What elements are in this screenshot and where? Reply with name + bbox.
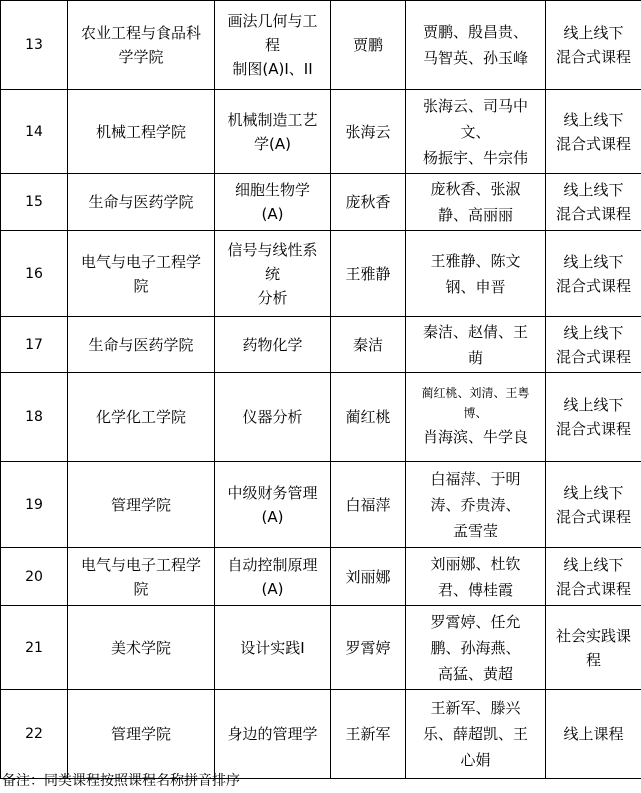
college-cell-line: 管理学院	[110, 725, 171, 743]
college-cell-line: 学学院	[118, 48, 164, 66]
course-name-cell-line: 机械制造工艺	[227, 110, 318, 129]
row-number: 13	[1, 1, 68, 90]
team-members-cell-line: 萌	[467, 348, 483, 367]
team-members-cell-line: 静、高丽丽	[437, 206, 513, 224]
college-cell	[68, 174, 215, 231]
course-name-cell	[215, 231, 331, 317]
team-members-cell-line: 君、傅桂霞	[437, 580, 513, 599]
college-cell	[68, 548, 215, 606]
team-members-cell-line: 白福萍、于明	[430, 469, 521, 488]
course-name-cell-line: 设计实践Ⅰ	[240, 638, 305, 657]
course-type-cell	[546, 1, 641, 90]
college-cell-line: 院	[133, 579, 149, 598]
team-members-cell-line: 秦洁、赵倩、王	[422, 322, 528, 341]
course-type-cell-line: 混合式课程	[555, 420, 631, 438]
team-members-cell	[406, 690, 546, 779]
college-cell-line: 机械工程学院	[95, 122, 186, 141]
college-cell-line: 生命与医药学院	[88, 193, 194, 211]
lead-teacher-cell: 王新军	[331, 690, 406, 779]
team-members-cell	[406, 174, 546, 231]
course-name-cell	[215, 548, 331, 606]
college-cell-line: 电气与电子工程学	[80, 555, 201, 574]
course-name-cell-line: 药物化学	[242, 335, 303, 354]
course-type-cell	[546, 231, 641, 317]
course-type-cell-line: 混合式课程	[555, 276, 631, 295]
team-members-cell-line: 乐、薛超凯、王	[422, 725, 528, 743]
row-number: 17	[1, 317, 68, 373]
course-name-cell-line: 制图(A)I、II	[232, 60, 313, 78]
team-members-cell-line: 蔺红桃、刘清、王粤	[421, 386, 530, 400]
table-row	[1, 1, 641, 90]
table-row	[1, 462, 641, 548]
lead-teacher-cell: 蔺红桃	[331, 373, 406, 462]
course-type-cell-line: 混合式课程	[555, 205, 631, 223]
college-cell	[68, 462, 215, 548]
course-name-cell-line: 程	[264, 36, 280, 54]
row-number: 22	[1, 690, 68, 779]
course-name-cell-line: (A)	[261, 507, 284, 526]
college-cell-line: 电气与电子工程学	[80, 252, 201, 271]
row-number: 16	[1, 231, 68, 317]
team-members-cell-line: 孟雪莹	[452, 521, 498, 540]
course-type-cell	[546, 90, 641, 174]
course-type-cell-line: 程	[585, 650, 601, 669]
team-members-cell	[406, 90, 546, 174]
team-members-cell-line: 涛、乔贵涛、	[430, 495, 521, 514]
course-name-cell	[215, 174, 331, 231]
course-name-cell	[215, 317, 331, 373]
team-members-cell-line: 鹏、孙海燕、	[430, 638, 521, 657]
team-members-cell	[406, 231, 546, 317]
team-members-cell	[406, 1, 546, 90]
course-type-cell-line: 线上线下	[563, 555, 624, 574]
team-members-cell-line: 张海云、司马中	[422, 96, 528, 115]
course-name-cell-line: 统	[264, 264, 280, 283]
course-name-cell-line: 中级财务管理	[227, 483, 318, 502]
lead-teacher-cell: 罗霄婷	[331, 606, 406, 690]
team-members-cell-line: 罗霄婷、任允	[430, 612, 521, 631]
college-cell-line: 美术学院	[110, 638, 171, 657]
course-type-cell-line: 线上线下	[563, 24, 624, 42]
table-row	[1, 174, 641, 231]
team-members-cell-line: 文、	[460, 122, 491, 141]
team-members-cell-line: 贾鹏、殷昌贵、	[422, 23, 528, 41]
team-members-cell-line: 刘丽娜、杜钦	[430, 554, 521, 573]
college-cell	[68, 1, 215, 90]
lead-teacher-cell: 贾鹏	[331, 1, 406, 90]
course-name-cell	[215, 606, 331, 690]
course-name-cell	[215, 462, 331, 548]
team-members-cell-line: 高猛、黄超	[437, 664, 513, 683]
course-table-body	[1, 1, 641, 779]
row-number: 19	[1, 462, 68, 548]
table-row	[1, 606, 641, 690]
course-name-cell-line: (A)	[261, 579, 284, 598]
table-row	[1, 548, 641, 606]
course-type-cell-line: 线上线下	[563, 110, 624, 129]
team-members-cell-line: 杨振宇、牛宗伟	[422, 148, 528, 167]
team-members-cell-line: 王雅静、陈文	[430, 251, 521, 270]
course-type-cell-line: 混合式课程	[555, 579, 631, 598]
course-name-cell-line: 身边的管理学	[227, 725, 318, 743]
team-members-cell-line: 马智英、孙玉峰	[422, 49, 528, 67]
team-members-cell-line: 博、	[463, 406, 488, 420]
course-name-cell-line: 仪器分析	[242, 408, 303, 426]
course-type-cell	[546, 174, 641, 231]
course-type-cell	[546, 317, 641, 373]
college-cell	[68, 90, 215, 174]
college-cell-line: 管理学院	[110, 495, 171, 514]
team-members-cell	[406, 317, 546, 373]
table-row	[1, 373, 641, 462]
course-type-cell-line: 线上线下	[563, 252, 624, 271]
course-name-cell-line: 细胞生物学	[234, 181, 310, 199]
college-cell-line: 生命与医药学院	[88, 335, 194, 354]
team-members-cell-line: 庞秋香、张淑	[430, 180, 521, 198]
team-members-cell	[406, 606, 546, 690]
college-cell	[68, 317, 215, 373]
row-number: 20	[1, 548, 68, 606]
college-cell-line: 化学化工学院	[95, 408, 186, 426]
course-type-cell	[546, 548, 641, 606]
course-name-cell	[215, 373, 331, 462]
course-type-cell-line: 混合式课程	[555, 347, 631, 366]
row-number: 18	[1, 373, 68, 462]
course-type-cell-line: 混合式课程	[555, 134, 631, 153]
table-row	[1, 317, 641, 373]
course-name-cell	[215, 690, 331, 779]
course-type-cell-line: 混合式课程	[555, 507, 631, 526]
team-members-cell-line: 肖海滨、牛学良	[422, 428, 528, 446]
course-type-cell	[546, 606, 641, 690]
course-name-cell-line: (A)	[261, 205, 284, 223]
team-members-cell	[406, 373, 546, 462]
table-row	[1, 90, 641, 174]
course-type-cell	[546, 690, 641, 779]
college-cell-line: 院	[133, 276, 149, 295]
course-name-cell-line: 自动控制原理	[227, 555, 318, 574]
team-members-cell-line: 钢、申晋	[445, 277, 506, 296]
course-name-cell	[215, 90, 331, 174]
row-number: 14	[1, 90, 68, 174]
lead-teacher-cell: 秦洁	[331, 317, 406, 373]
team-members-cell	[406, 462, 546, 548]
team-members-cell-line: 王新军、滕兴	[430, 699, 521, 717]
course-type-cell-line: 线上课程	[563, 725, 624, 743]
lead-teacher-cell: 王雅静	[331, 231, 406, 317]
lead-teacher-cell: 张海云	[331, 90, 406, 174]
course-name-cell-line: 画法几何与工	[227, 12, 318, 30]
course-type-cell-line: 线上线下	[563, 323, 624, 342]
row-number: 21	[1, 606, 68, 690]
course-type-cell	[546, 373, 641, 462]
college-cell	[68, 690, 215, 779]
team-members-cell-line: 心娟	[460, 751, 491, 769]
course-type-cell-line: 线上线下	[563, 396, 624, 414]
course-name-cell-line: 信号与线性系	[227, 240, 318, 259]
lead-teacher-cell: 庞秋香	[331, 174, 406, 231]
course-type-cell-line: 社会实践课	[555, 626, 631, 645]
lead-teacher-cell: 白福萍	[331, 462, 406, 548]
row-number: 15	[1, 174, 68, 231]
college-cell-line: 农业工程与食品科	[80, 24, 201, 42]
course-name-cell-line: 分析	[257, 288, 288, 307]
course-type-cell-line: 线上线下	[563, 181, 624, 199]
team-members-cell	[406, 548, 546, 606]
course-name-cell-line: 学(A)	[254, 134, 291, 153]
college-cell	[68, 373, 215, 462]
course-type-cell	[546, 462, 641, 548]
college-cell	[68, 606, 215, 690]
course-name-cell	[215, 1, 331, 90]
course-type-cell-line: 混合式课程	[555, 48, 631, 66]
footnote: 备注：同类课程按照课程名称拼音排序	[2, 773, 240, 789]
college-cell	[68, 231, 215, 317]
table-row	[1, 231, 641, 317]
table-row	[1, 690, 641, 779]
lead-teacher-cell: 刘丽娜	[331, 548, 406, 606]
course-type-cell-line: 线上线下	[563, 483, 624, 502]
